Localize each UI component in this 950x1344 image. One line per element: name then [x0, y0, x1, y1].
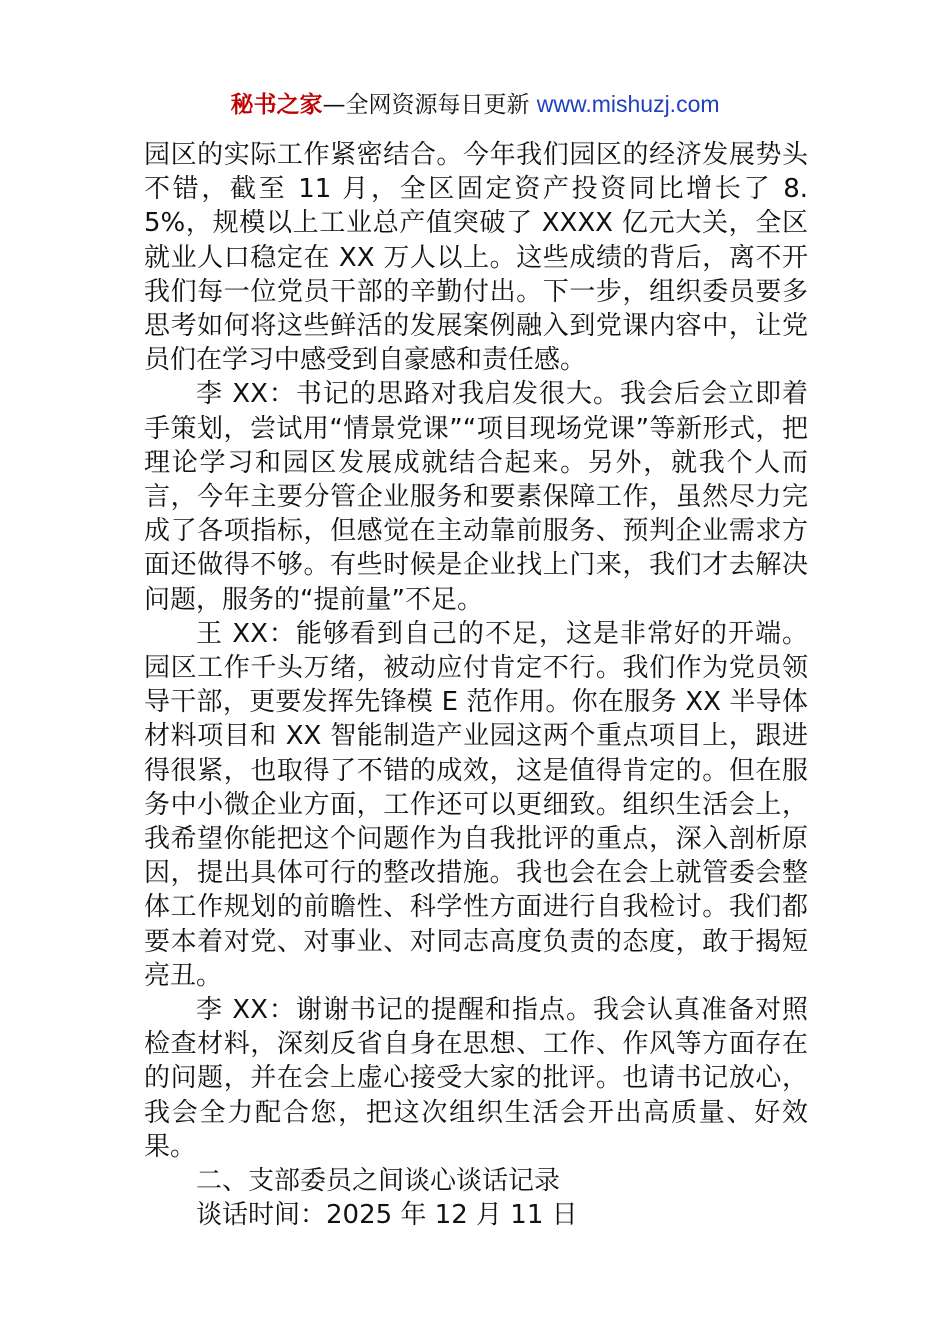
site-url-link[interactable]: www.mishuzj.com — [536, 91, 720, 117]
section-heading: 二、支部委员之间谈心谈话记录 — [196, 1166, 561, 1197]
document-body — [144, 138, 808, 1233]
site-header — [0, 88, 950, 121]
paragraph-wang-reply: 王 XX：能够看到自己的不足，这是非常好的开端。园区工作千头万绪，被动应付肯定不行。我们作为党员领导干部，更要发挥先锋模 E 范作用。你在服务 XX 半导体材料项目和 XX 智能制造产业园这两个重点项目上，跟进得很紧，也取得了不错的成效，这是值得肯定的。但在服务中小微企业方面，工作还可以更细致。组织生活会上，我希望你能把这个问题作为自我批评的重点，深入剖析原因，提出具体可行的整改措施。我也会在会上就管委会整体工作规划的前瞻性、科学性方面进行自我检讨。我们都要本着对党、对事业、对同志高度负责的态度，敢于揭短亮丑。 — [144, 618, 808, 991]
header-tagline: —全网资源每日更新 — [322, 92, 537, 118]
talk-time-line: 谈话时间：2025 年 12 月 11 日 — [196, 1200, 578, 1231]
paragraph-li-closing: 李 XX：谢谢书记的提醒和指点。我会认真准备对照检查材料，深刻反省自身在思想、工作、作风等方面存在的问题，并在会上虚心接受大家的批评。也请书记放心，我会全力配合您，把这次组织生活会开出高质量、好效果。 — [144, 995, 808, 1162]
paragraph-continuation: 园区的实际工作紧密结合。今年我们园区的经济发展势头不错，截至 11 月，全区固定资产投资同比增长了 8.5%，规模以上工业总产值突破了 XXXX 亿元大关，全区就业人口稳定在 XX 万人以上。这些成绩的背后，离不开我们每一位党员干部的辛勤付出。下一步，组织委员要多思考如何将这些鲜活的发展案例融入到党课内容中，让党员们在学习中感受到自豪感和责任感。 — [144, 140, 808, 376]
paragraph-li-reply: 李 XX：书记的思路对我启发很大。我会后会立即着手策划，尝试用“情景党课”“项目现场党课”等新形式，把理论学习和园区发展成就结合起来。另外，就我个人而言，今年主要分管企业服务和要素保障工作，虽然尽力完成了各项指标，但感觉在主动靠前服务、预判企业需求方面还做得不够。有些时候是企业找上门来，我们才去解决问题，服务的“提前量”不足。 — [144, 379, 808, 615]
brand-name: 秘书之家 — [230, 92, 323, 118]
